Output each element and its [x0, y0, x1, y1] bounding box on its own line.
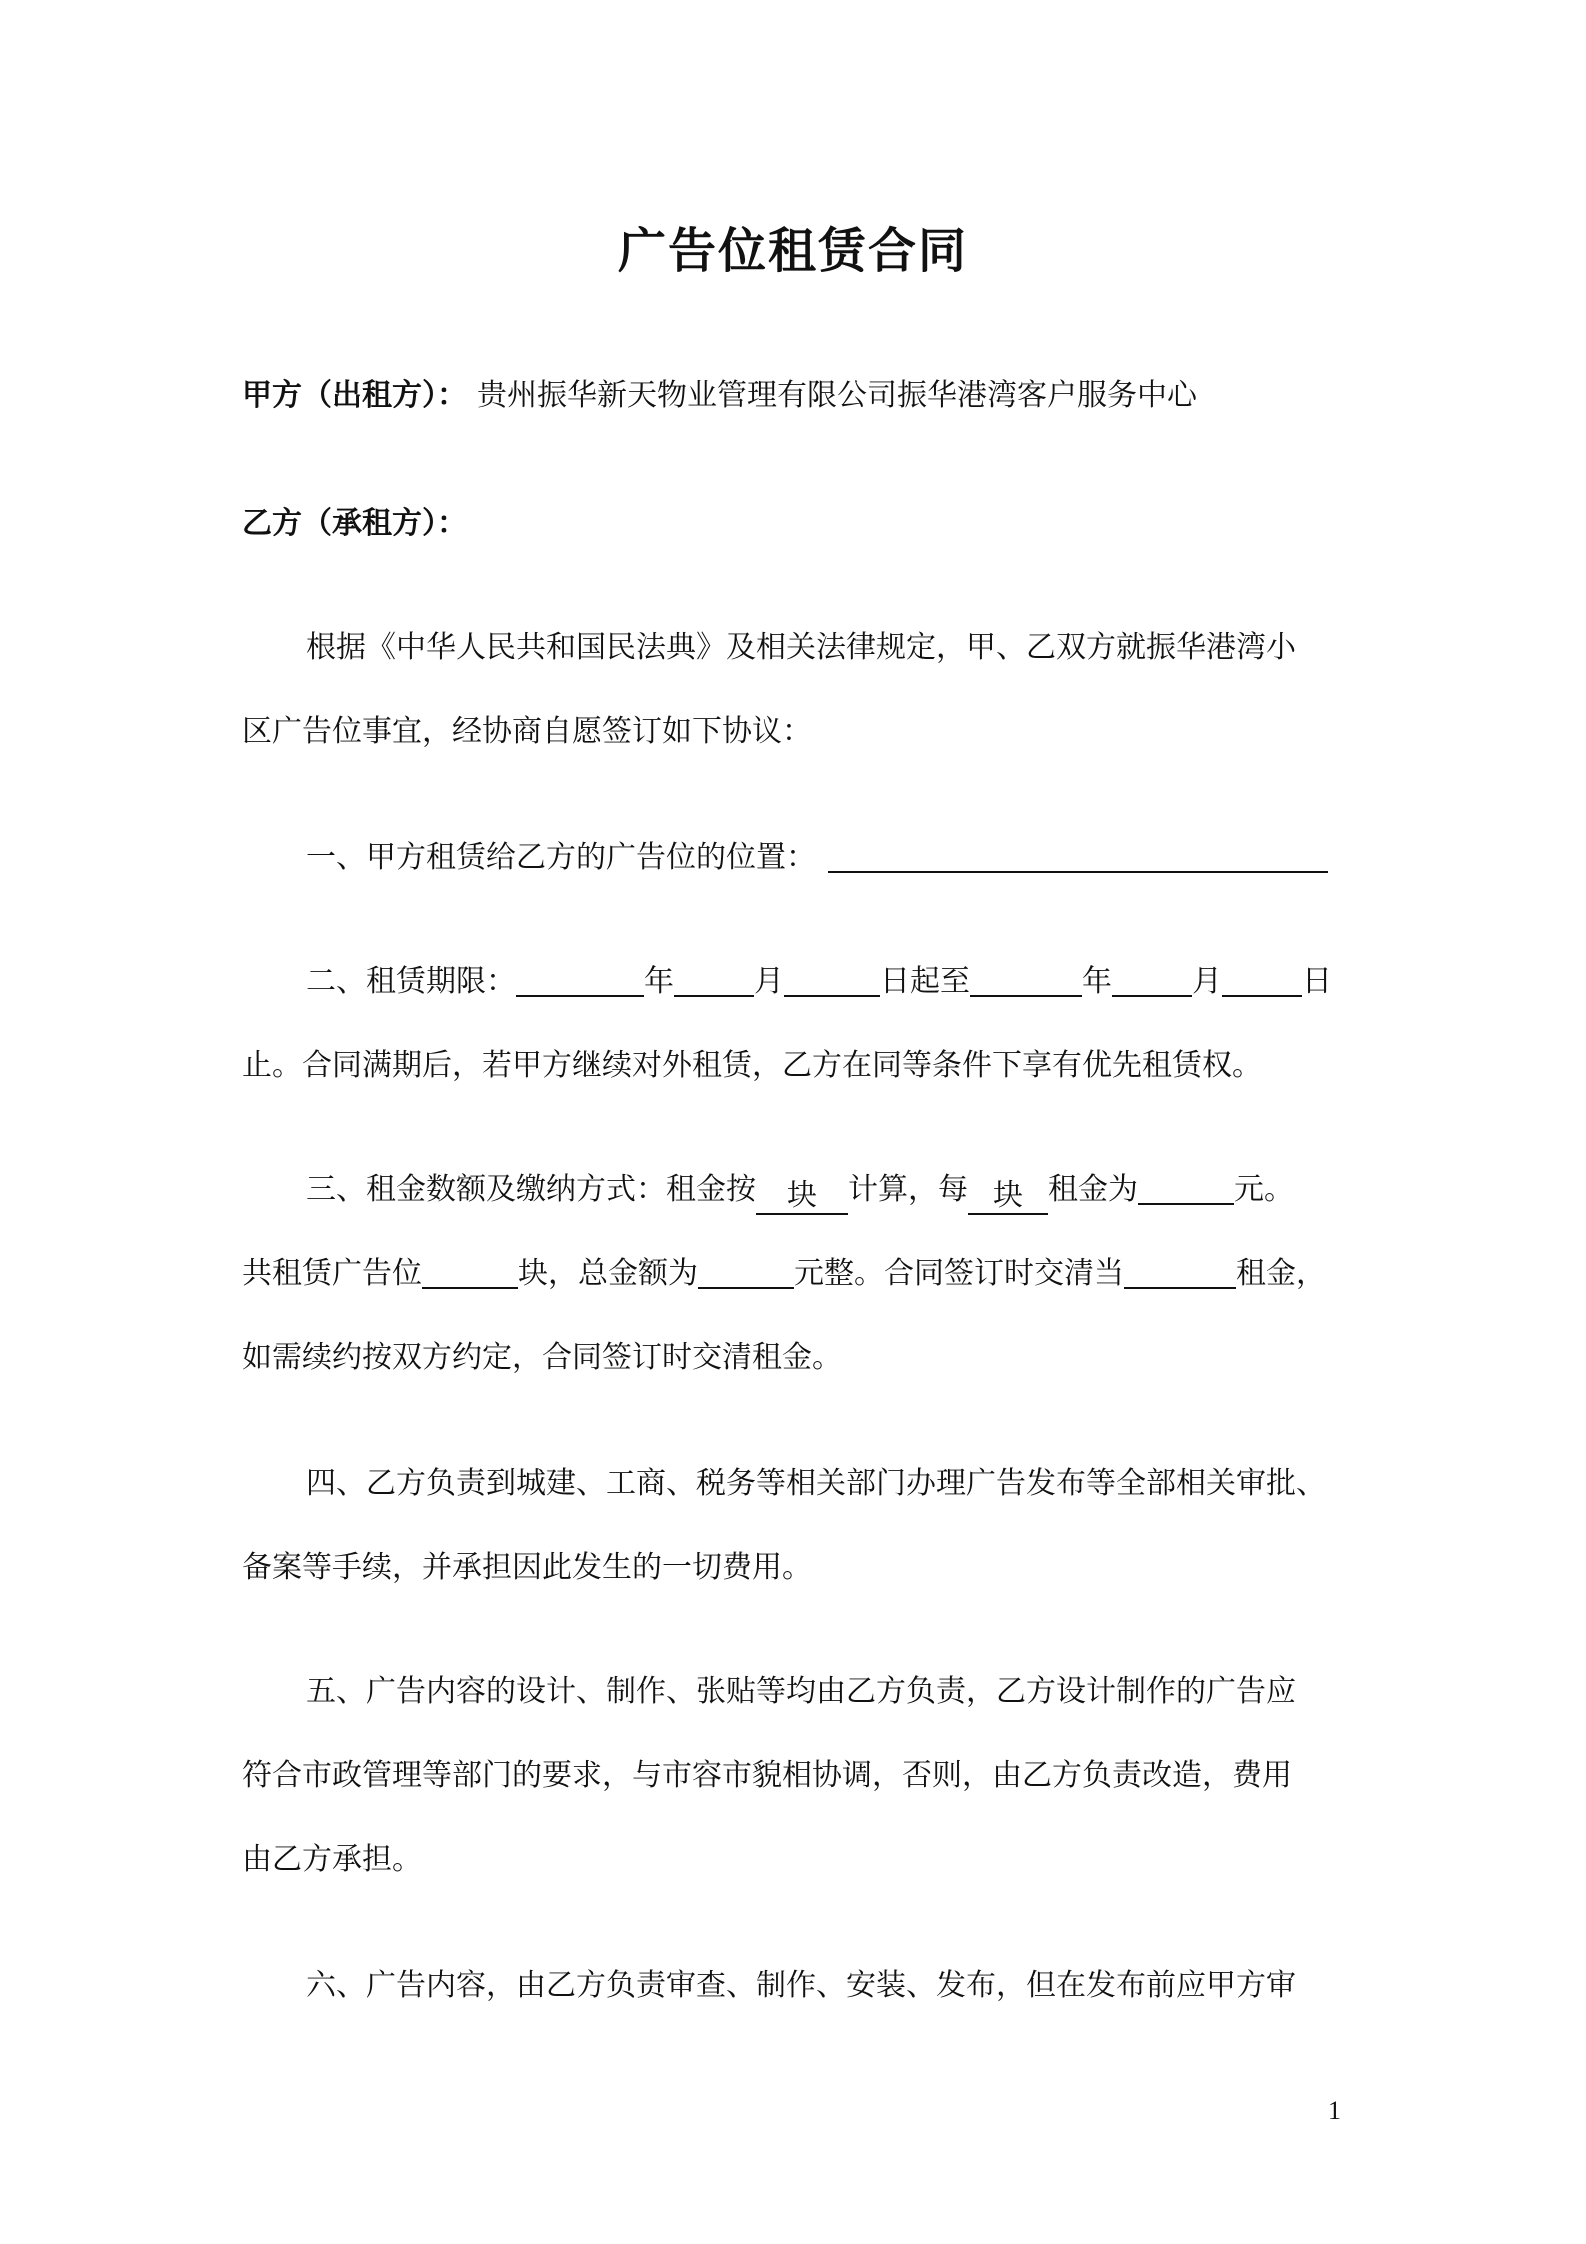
clause-3-end-1: 元。	[1234, 1172, 1294, 1207]
clause-6-line-1: 六、广告内容，由乙方负责审查、制作、安装、发布，但在发布前应甲方审	[306, 1968, 1296, 2003]
clause-5-line-3: 由乙方承担。	[242, 1842, 422, 1877]
page-number: 1	[1328, 2096, 1341, 2125]
document-title: 广告位租赁合同	[617, 223, 968, 279]
party-b-line	[242, 502, 1362, 546]
party-b-label: 乙方（承租方）：	[242, 506, 467, 541]
clause-3-l2-d: 租金，	[1236, 1256, 1326, 1291]
clause-3-l2-c: 元整。合同签订时交清当	[794, 1256, 1124, 1291]
rent-amount-blank	[1138, 1169, 1234, 1205]
start-year-label: 年	[644, 964, 674, 999]
party-a-label: 甲方（出租方）：	[242, 378, 467, 413]
rent-unit-blank-1: 块	[756, 1179, 848, 1215]
clause-3-line-2	[242, 1252, 1362, 1296]
clause-1-text: 一、甲方租赁给乙方的广告位的位置：	[306, 840, 816, 875]
clause-2-lead: 二、租赁期限：	[306, 964, 516, 999]
period-blank	[1124, 1253, 1236, 1289]
clause-3-l2-b: 块，总金额为	[518, 1256, 698, 1291]
ad-count-blank	[422, 1253, 518, 1289]
start-day-label: 日起至	[880, 964, 970, 999]
start-month-label: 月	[754, 964, 784, 999]
clause-5-line-2: 符合市政管理等部门的要求，与市容市貌相协调，否则，由乙方负责改造，费用	[242, 1758, 1292, 1793]
start-day-blank	[784, 961, 880, 997]
end-year-blank	[970, 961, 1082, 997]
total-amount-blank	[698, 1253, 794, 1289]
clause-3-line-1	[306, 1168, 1362, 1215]
clause-4-line-2: 备案等手续，并承担因此发生的一切费用。	[242, 1550, 812, 1585]
clause-2-line-1	[306, 960, 1362, 1004]
clause-3-mid-1: 计算，每	[848, 1172, 968, 1207]
start-month-blank	[674, 961, 754, 997]
clause-3-mid-2: 租金为	[1048, 1172, 1138, 1207]
end-day-blank	[1222, 961, 1302, 997]
clause-3-lead: 三、租金数额及缴纳方式：租金按	[306, 1172, 756, 1207]
preamble-line-1: 根据《中华人民共和国民法典》及相关法律规定，甲、乙双方就振华港湾小	[306, 630, 1296, 665]
clause-1	[306, 836, 1362, 880]
clause-4-line-1: 四、乙方负责到城建、工商、税务等相关部门办理广告发布等全部相关审批、	[306, 1466, 1326, 1501]
end-day-label: 日	[1302, 964, 1332, 999]
location-blank	[828, 837, 1328, 873]
end-year-label: 年	[1082, 964, 1112, 999]
rent-unit-blank-2: 块	[968, 1179, 1048, 1215]
start-year-blank	[516, 961, 644, 997]
preamble-line-2: 区广告位事宜，经协商自愿签订如下协议：	[242, 714, 812, 749]
party-a-value: 贵州振华新天物业管理有限公司振华港湾客户服务中心	[477, 378, 1197, 413]
clause-3-l2-a: 共租赁广告位	[242, 1256, 422, 1291]
clause-3-line-3: 如需续约按双方约定，合同签订时交清租金。	[242, 1340, 842, 1375]
clause-2-line-2: 止。合同满期后，若甲方继续对外租赁，乙方在同等条件下享有优先租赁权。	[242, 1048, 1262, 1083]
party-a-line	[242, 374, 1362, 418]
end-month-label: 月	[1192, 964, 1222, 999]
clause-5-line-1: 五、广告内容的设计、制作、张贴等均由乙方负责，乙方设计制作的广告应	[306, 1674, 1296, 1709]
end-month-blank	[1112, 961, 1192, 997]
